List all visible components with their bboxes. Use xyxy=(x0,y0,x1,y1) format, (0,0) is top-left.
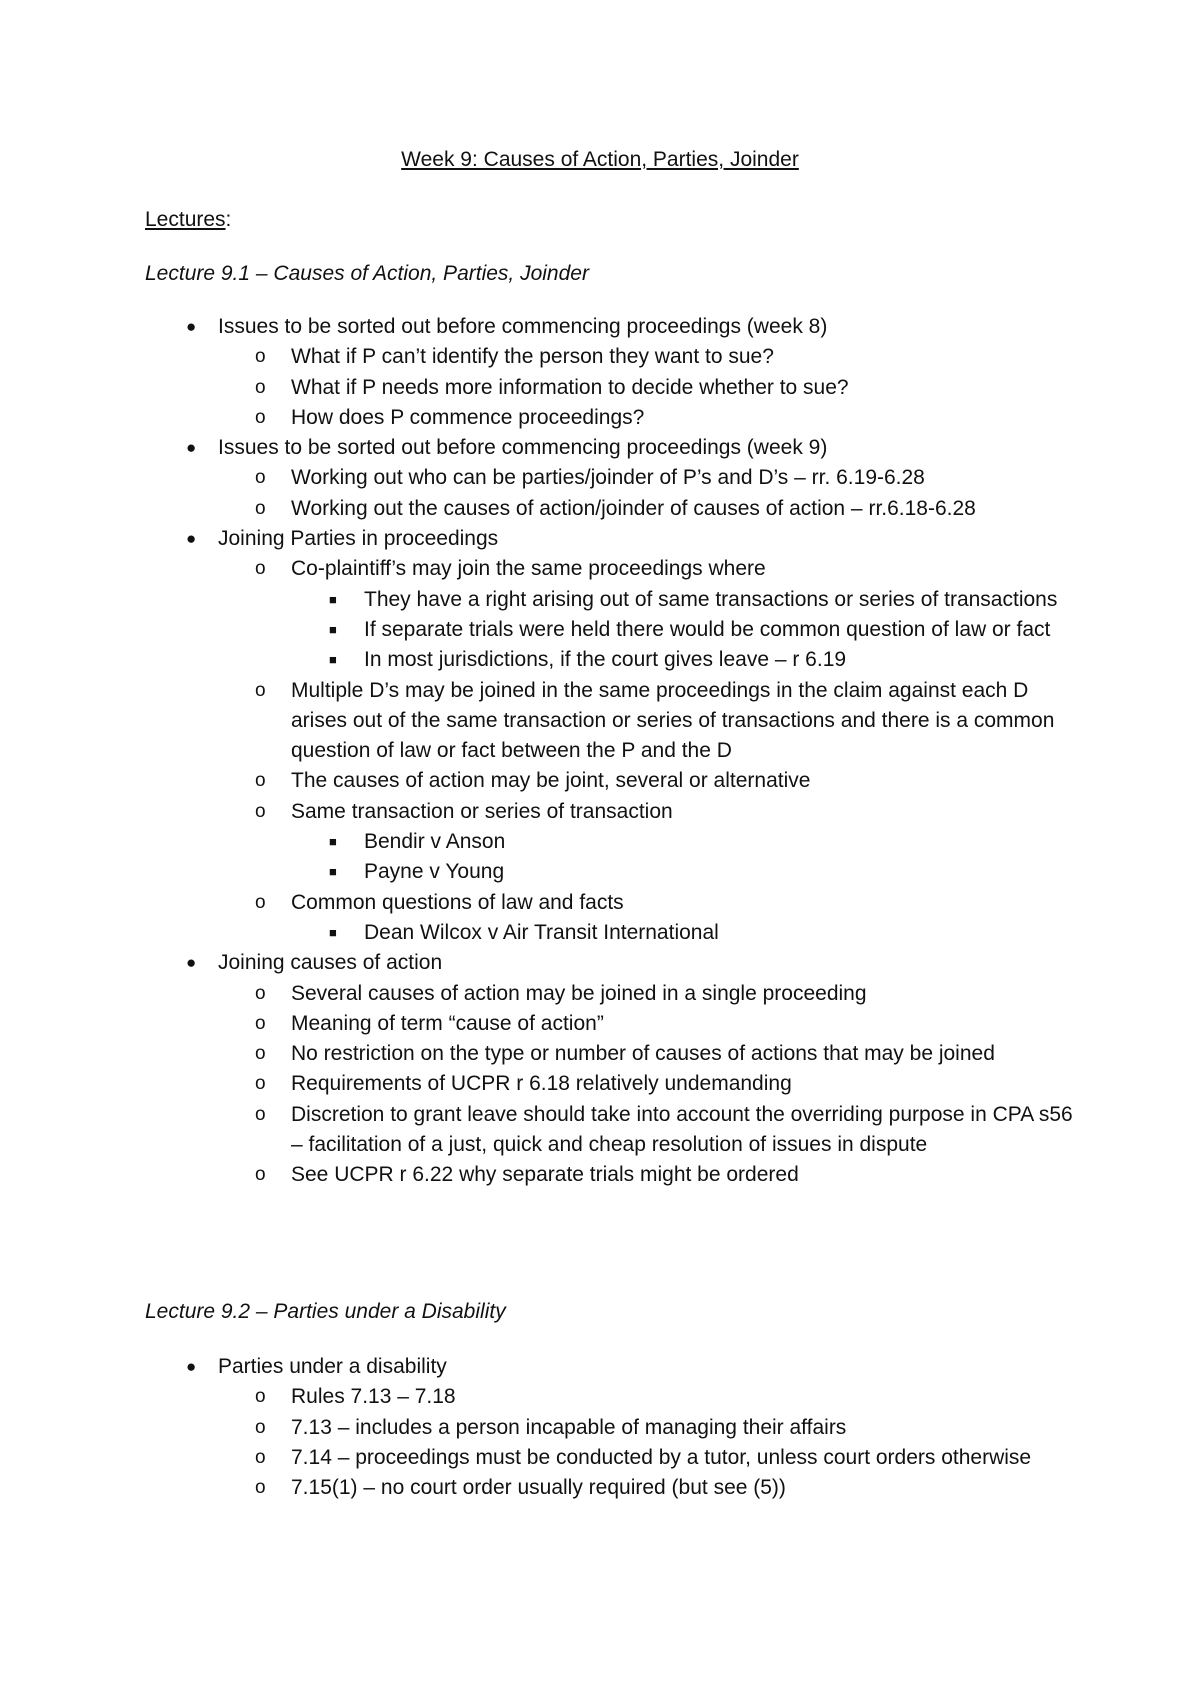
sub-list-item-text: Same transaction or series of transaction xyxy=(291,799,673,823)
sub-bullet-marker: o xyxy=(255,558,266,580)
list-item-text: Joining Parties in proceedings xyxy=(218,527,499,551)
bullet-marker: ● xyxy=(186,317,197,336)
sub-list-item xyxy=(0,373,1200,403)
sub-list xyxy=(218,554,1200,948)
sub-bullet-marker: o xyxy=(255,1103,266,1125)
sub-bullet-marker: o xyxy=(255,497,266,519)
sub-list-item xyxy=(0,342,1200,372)
sub-list-item xyxy=(0,1473,1200,1503)
sub-bullet-marker: o xyxy=(255,406,266,428)
list-item xyxy=(0,524,1200,948)
bullet-marker: ● xyxy=(186,953,197,973)
list-item xyxy=(0,948,1200,1190)
sub-list-item-text: Rules 7.13 – 7.18 xyxy=(291,1385,456,1409)
sub-bullet-marker: o xyxy=(255,1416,266,1438)
sub-bullet-marker: o xyxy=(255,467,266,489)
sub-list xyxy=(218,463,1200,524)
sub-list-item-text: Working out the causes of action/joinder of causes of action – rr.6.18-6.28 xyxy=(291,496,976,520)
sub-sub-list xyxy=(291,585,1200,676)
square-bullet-marker: ■ xyxy=(329,652,337,668)
bullet-marker: ● xyxy=(186,529,197,549)
list-item-text: Issues to be sorted out before commencing proceedings (week 9) xyxy=(218,436,828,460)
sub-list-item xyxy=(0,797,1200,888)
sub-list-item-text: Several causes of action may be joined in a single proceeding xyxy=(291,981,867,1005)
bullet-marker: ● xyxy=(186,1357,197,1376)
sub-list xyxy=(218,1382,1200,1503)
sub-sub-list-item xyxy=(0,615,1200,645)
sub-list-item-text: Co-plaintiff’s may join the same proceedings where xyxy=(291,557,766,581)
sub-bullet-marker: o xyxy=(255,1477,266,1499)
sub-list-item-text: Discretion to grant leave should take into account the overriding purpose in CPA s56 – facilitation of a just, quick and cheap resolution of issues in dispute xyxy=(291,1102,1073,1157)
lectures-label-text: Lectures xyxy=(145,208,226,231)
case-name: Dean Wilcox v Air Transit International xyxy=(364,920,719,944)
case-name: Payne v Young xyxy=(364,860,505,884)
case-name: Bendir v Anson xyxy=(364,830,506,854)
square-bullet-marker: ■ xyxy=(329,591,337,607)
sub-sub-list-item xyxy=(0,827,1200,857)
sub-list-item-text: Requirements of UCPR r 6.18 relatively undemanding xyxy=(291,1072,792,1096)
sub-list-item-text: No restriction on the type or number of causes of actions that may be joined xyxy=(291,1042,995,1066)
sub-list-item-text: What if P can’t identify the person they want to sue? xyxy=(291,345,774,369)
sub-bullet-marker: o xyxy=(255,1043,266,1065)
sub-list-item xyxy=(0,1160,1200,1190)
sub-bullet-marker: o xyxy=(255,1446,266,1468)
sub-list-item-text: Common questions of law and facts xyxy=(291,890,624,914)
sub-bullet-marker: o xyxy=(255,376,266,398)
sub-bullet-marker: o xyxy=(255,679,266,701)
lectures-label-colon: : xyxy=(225,208,232,231)
lectures-label xyxy=(145,205,231,235)
sub-list-item xyxy=(0,766,1200,796)
sub-bullet-marker: o xyxy=(255,1073,266,1095)
sub-sub-list xyxy=(291,918,1200,948)
sub-list-item-text: What if P needs more information to decide whether to sue? xyxy=(291,375,849,399)
sub-list-item-text: See UCPR r 6.22 why separate trials might be ordered xyxy=(291,1163,799,1187)
sub-list-item-text: Working out who can be parties/joinder of P’s and D’s – rr. 6.19-6.28 xyxy=(291,466,925,490)
sub-list-item-text: 7.15(1) – no court order usually required (but see (5)) xyxy=(291,1476,786,1500)
sub-list-item xyxy=(0,1039,1200,1069)
list-item xyxy=(0,1352,1200,1503)
sub-bullet-marker: o xyxy=(255,1164,266,1186)
list-item xyxy=(0,312,1200,433)
sub-list-item xyxy=(0,1009,1200,1039)
sub-list-item xyxy=(0,979,1200,1009)
sub-bullet-marker: o xyxy=(255,982,266,1004)
lecture-heading-9-2: Lecture 9.2 – Parties under a Disability xyxy=(145,1300,506,1323)
sub-sub-list-item xyxy=(0,645,1200,675)
sub-bullet-marker: o xyxy=(255,1012,266,1034)
square-bullet-marker: ■ xyxy=(329,621,337,637)
list-item-text: Issues to be sorted out before commencing proceedings (week 8) xyxy=(218,315,828,338)
sub-list-item-text: How does P commence proceedings? xyxy=(291,405,645,429)
sub-list-item-text: The causes of action may be joint, several or alternative xyxy=(291,769,811,793)
page-title: Week 9: Causes of Action, Parties, Joinder xyxy=(401,148,799,171)
sub-bullet-marker: o xyxy=(255,891,266,913)
sub-bullet-marker: o xyxy=(255,346,266,368)
sub-sub-list-item-text: If separate trials were held there would be common question of law or fact xyxy=(364,617,1051,641)
square-bullet-marker: ■ xyxy=(329,834,337,850)
lecture-9-2-list xyxy=(0,1352,1200,1503)
sub-list xyxy=(218,342,1200,433)
sub-sub-list xyxy=(291,827,1200,888)
sub-list-item xyxy=(0,1382,1200,1412)
sub-sub-list-item xyxy=(0,857,1200,887)
sub-sub-list-item xyxy=(0,585,1200,615)
lecture-heading-9-1: Lecture 9.1 – Causes of Action, Parties, Joinder xyxy=(145,262,589,285)
list-item xyxy=(0,433,1200,524)
sub-sub-list-item-text: They have a right arising out of same transactions or series of transactions xyxy=(364,587,1058,611)
sub-list-item-text: Meaning of term “cause of action” xyxy=(291,1011,604,1035)
square-bullet-marker: ■ xyxy=(329,924,337,940)
sub-bullet-marker: o xyxy=(255,770,266,792)
sub-list-item-text: 7.13 – includes a person incapable of managing their affairs xyxy=(291,1415,847,1439)
square-bullet-marker: ■ xyxy=(329,864,337,880)
lecture-9-1-list xyxy=(0,312,1200,1191)
sub-sub-list-item-text: In most jurisdictions, if the court gives leave – r 6.19 xyxy=(364,648,847,672)
sub-list-item-text: 7.14 – proceedings must be conducted by a tutor, unless court orders otherwise xyxy=(291,1445,1032,1469)
sub-sub-list-item xyxy=(0,918,1200,948)
sub-list-item xyxy=(0,1413,1200,1443)
sub-list-item xyxy=(0,1069,1200,1099)
sub-list xyxy=(218,979,1200,1191)
sub-list-item xyxy=(0,1100,1200,1161)
sub-list-item xyxy=(0,403,1200,433)
sub-list-item xyxy=(0,494,1200,524)
bullet-marker: ● xyxy=(186,438,197,458)
sub-list-item xyxy=(0,463,1200,493)
sub-list-item xyxy=(0,888,1200,949)
sub-list-item xyxy=(0,1443,1200,1473)
sub-list-item xyxy=(0,554,1200,675)
sub-bullet-marker: o xyxy=(255,1386,266,1408)
list-item-text: Joining causes of action xyxy=(218,951,443,975)
sub-list-item-text: Multiple D’s may be joined in the same proceedings in the claim against each D arises out of the same transaction or series of transactions and there is a common question of law or fact between the P and the D xyxy=(291,678,1055,763)
list-item-text: Parties under a disability xyxy=(218,1355,447,1378)
sub-list-item xyxy=(0,676,1200,767)
sub-bullet-marker: o xyxy=(255,800,266,822)
